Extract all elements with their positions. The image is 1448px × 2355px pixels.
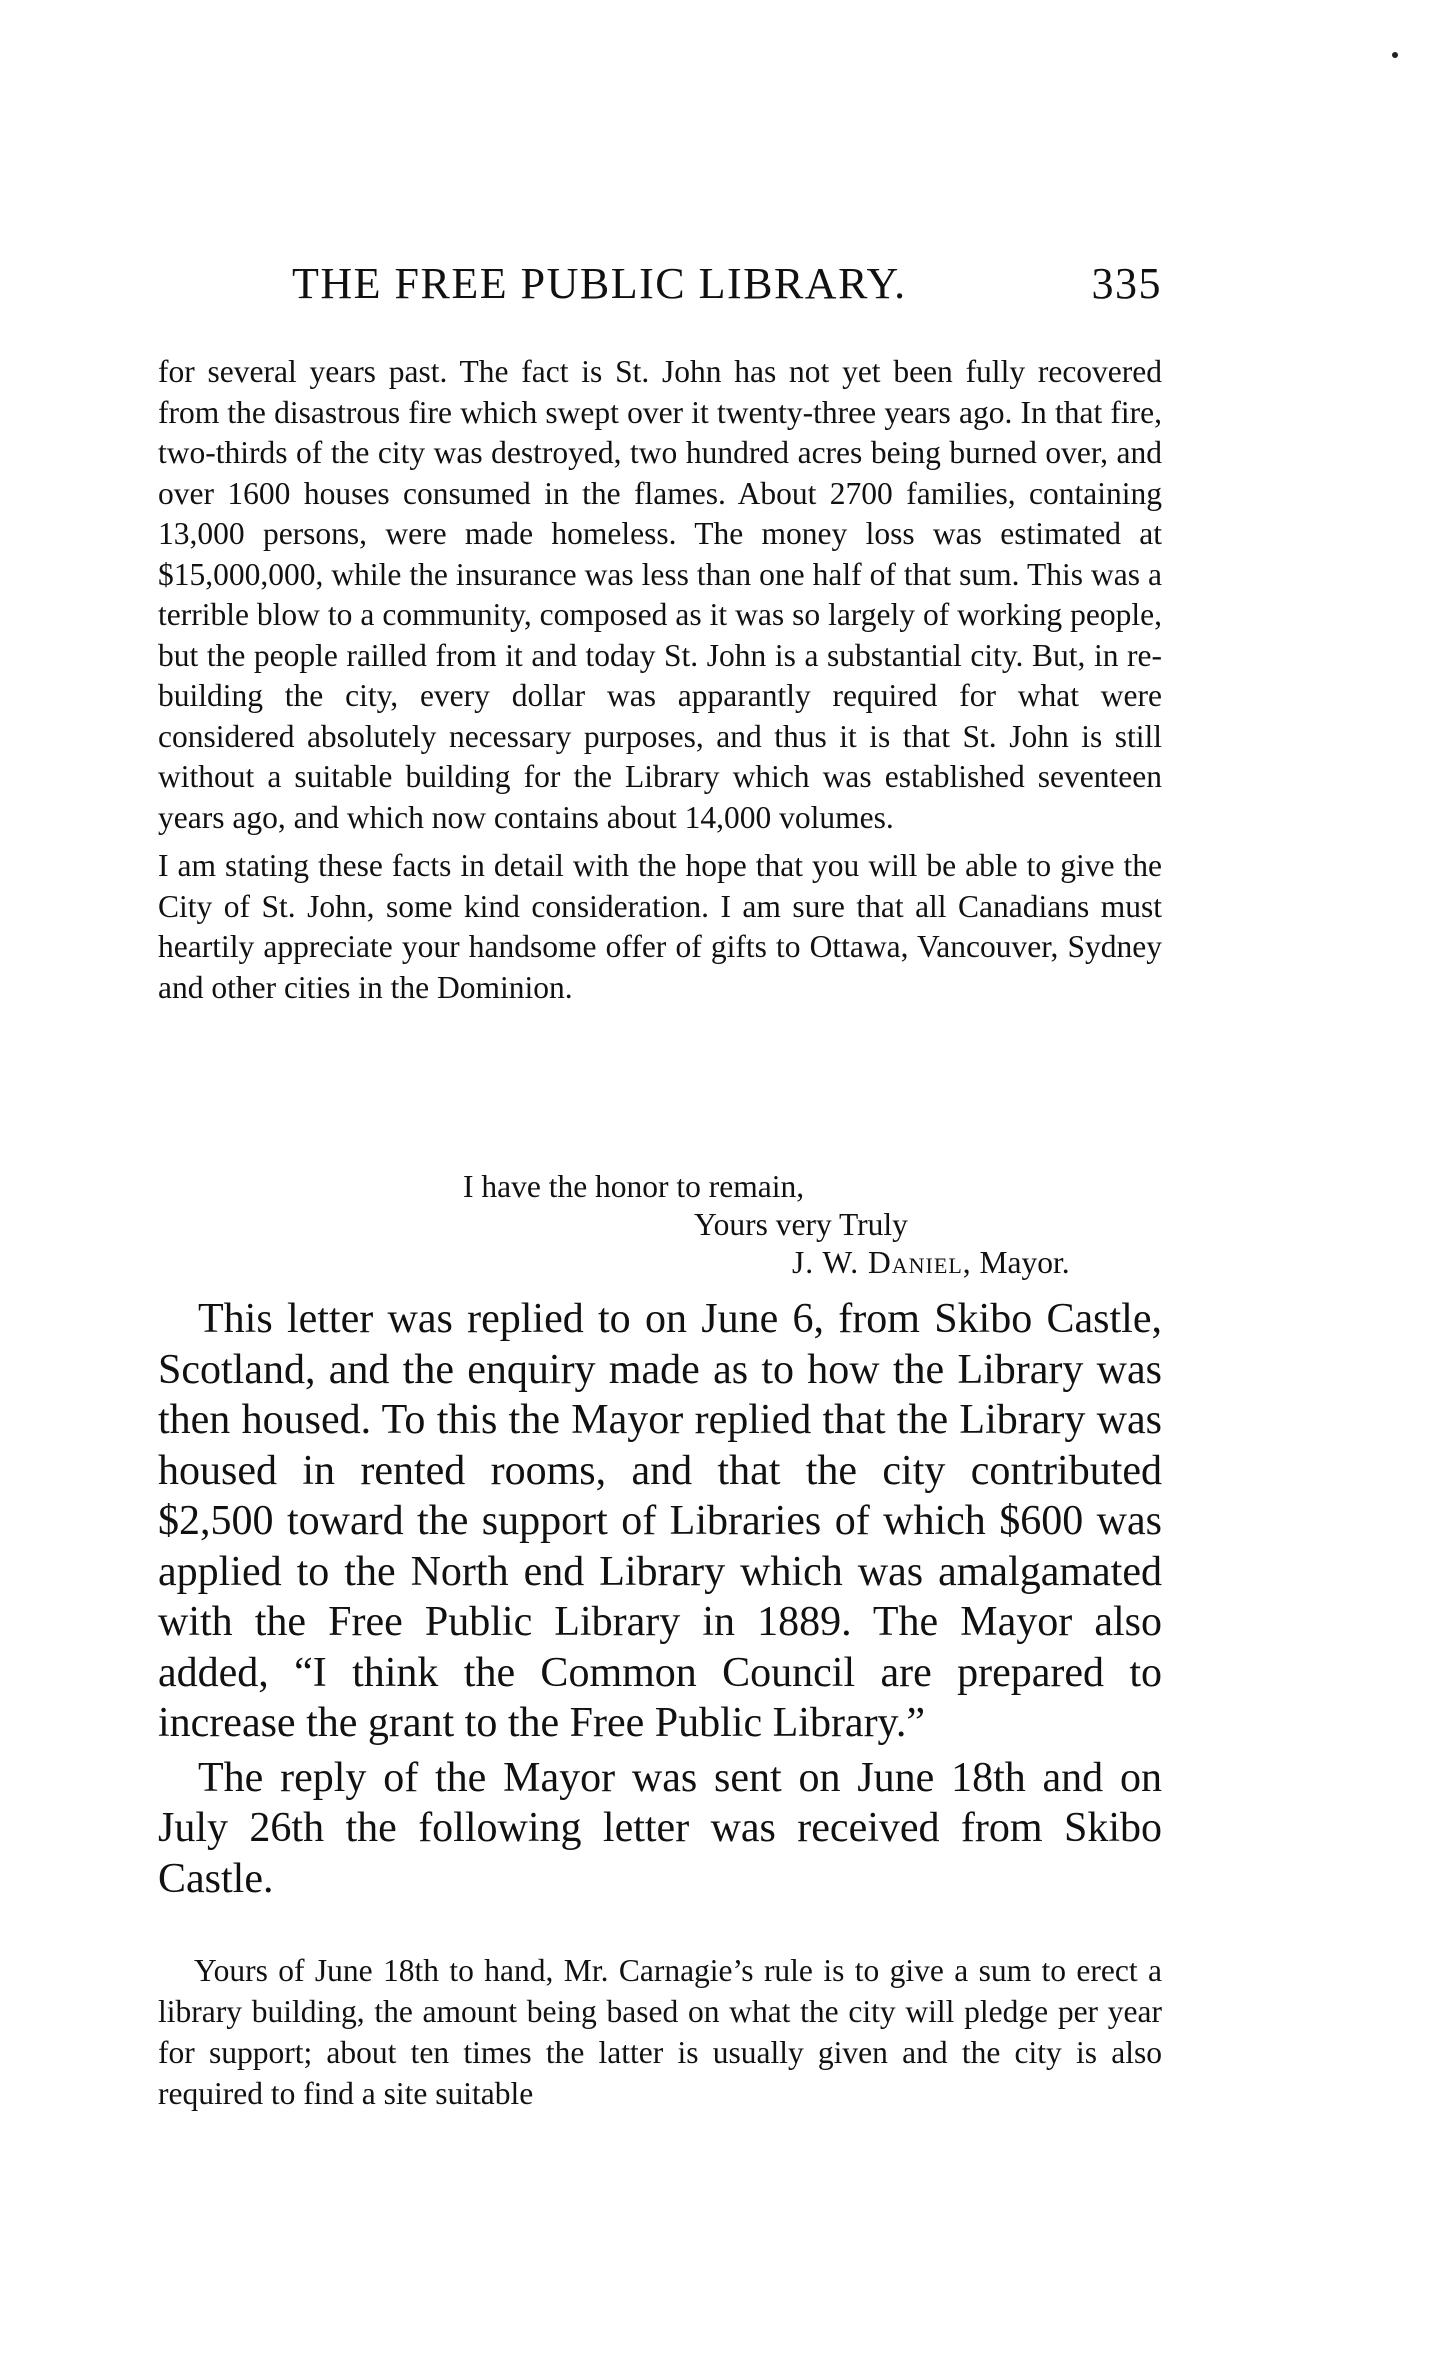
signature-title: Mayor.: [979, 1245, 1070, 1280]
narrative-paragraph: This letter was replied to on June 6, from Skibo Castle, Scotland, and the enquiry made as to how the Library was then housed. To this the Mayor replied that the Library was housed in rented rooms, and that the city contributed $2,500 toward the support of Libraries of which $600 was applied to the North end Library which was amalgamated with the Free Public Library in 1889. The Mayor also added, “I think the Common Council are prepared to increase the grant to the Free Public Library.”: [158, 1296, 1162, 1746]
running-title: THE FREE PUBLIC LIBRARY.: [292, 259, 907, 308]
letter-closing: [158, 1168, 1162, 1282]
page-number: 335: [1091, 259, 1162, 308]
carnegie-letter-excerpt: [158, 1950, 1162, 2114]
closing-line: Yours very Truly: [694, 1207, 908, 1242]
letter-paragraph: Yours of June 18th to hand, Mr. Carnagie’s rule is to give a sum to erect a library building, the amount being based on what the city will pledge per year for support; about ten times the latter is usually given and the city is also required to find a site suitable: [158, 1953, 1162, 2111]
narrative-paragraph: The reply of the Mayor was sent on June 18th and on July 26th the following letter was received from Skibo Castle.: [158, 1754, 1162, 1902]
closing-line: I have the honor to remain,: [463, 1169, 805, 1204]
mayor-letter-excerpt: [158, 352, 1162, 1008]
signature-name: J. W. Daniel,: [792, 1245, 972, 1280]
letter-paragraph: I am stating these facts in detail with the hope that you will be able to give the City of St. John, some kind consideration. I am sure that all Canadians must heartily appreciate your handsome offer of gifts to Ottawa, Vancouver, Sydney and other cities in the Dominion.: [158, 848, 1162, 1005]
page-header: [292, 258, 1162, 318]
signature: [158, 1244, 1162, 1282]
narrative-text: [158, 1294, 1162, 1904]
letter-paragraph: for several years past. The fact is St. John has not yet been fully recovered from the disastrous fire which swept over it twenty-three years ago. In that fire, two-thirds of the city was destroyed, two hundred acres being burned over, and over 1600 houses consumed in the flames. About 2700 families, containing 13,000 persons, were made homeless. The money loss was estimated at $15,000,000, while the insurance was less than one half of that sum. This was a terrible blow to a community, composed as it was so largely of working people, but the people railled from it and today St. John is a substantial city. But, in re-building the city, every dollar was apparantly required for what were considered absolutely necessary purposes, and thus it is that St. John is still without a suitable building for the Library which was established seventeen years ago, and which now contains about 14,000 volumes.: [158, 354, 1162, 835]
print-speck: [1392, 52, 1398, 58]
